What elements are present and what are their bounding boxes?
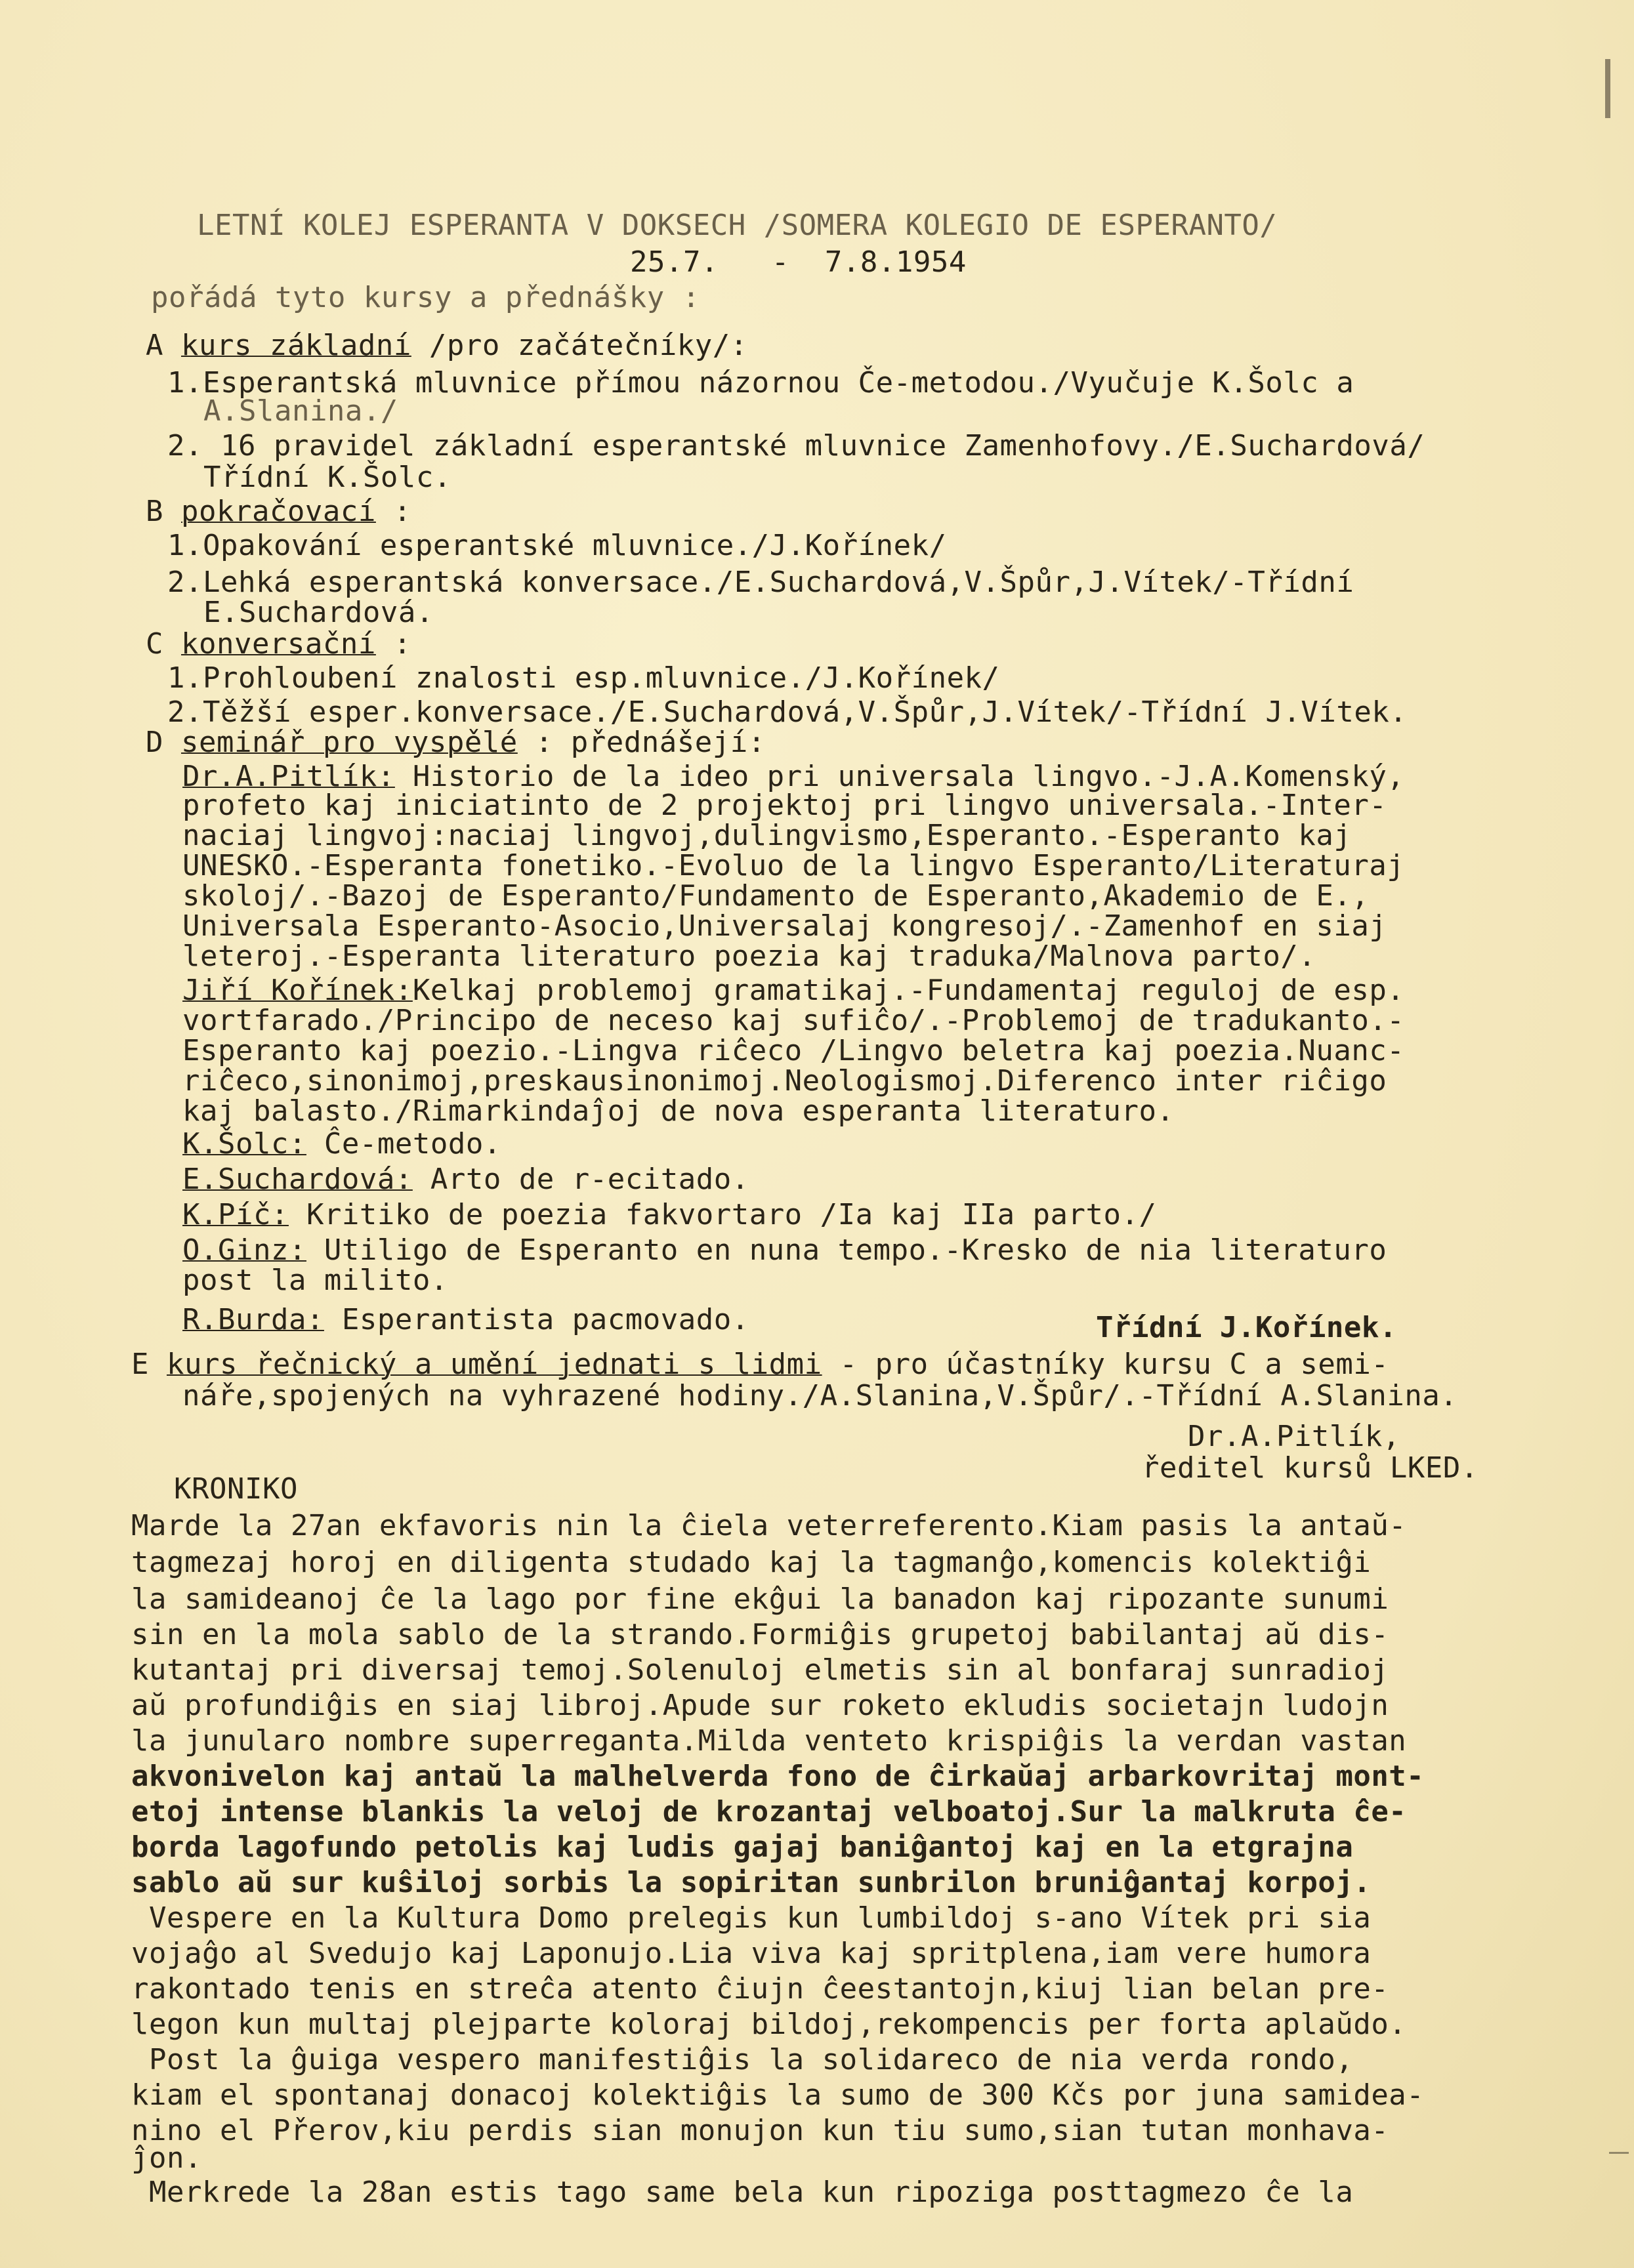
course-a-class-teacher: Třídní K.Šolc.	[203, 461, 451, 494]
course-a-item-2: 2. 16 pravidel základní esperantské mluvnice Zamenhofovy./E.Suchardová/	[167, 429, 1425, 463]
course-a-item-1: 1.Esperantská mluvnice přímou názornou Če-metodou./Vyučuje K.Šolc a	[167, 366, 1354, 400]
lecturer-pitlik-line-7: leteroj.-Esperanta literaturo poezia kaj traduka/Malnova parto/.	[182, 939, 1316, 973]
course-c-title: konversační	[180, 627, 376, 661]
kroniko-line: la junularo nombre superreganta.Milda venteto krispiĝis la verdan vastan	[131, 1724, 1407, 1758]
course-a-item-1-cont: A.Slanina./	[203, 394, 398, 428]
lecturer-korinek-line-1: Jiří Kořínek:Kelkaj problemoj gramatikaj.-Fundamentaj reguloj de esp.	[182, 974, 1405, 1007]
lecturer-ginz-line-2: post la milito.	[182, 1264, 448, 1297]
lecturer-ginz-line-1: O.Ginz: Utiligo de Esperanto en nuna tempo.-Kresko de nia literaturo	[182, 1233, 1387, 1267]
header-intro: pořádá tyto kursy a přednášky :	[151, 281, 700, 314]
course-d-heading: D seminář pro vyspělé : přednášejí:	[146, 726, 766, 759]
kroniko-line: kutantaj pri diversaj temoj.Solenuloj elmetis sin al bonfaraj sunradioj	[131, 1653, 1389, 1687]
signature-role: ředitel kursů LKED.	[1142, 1451, 1478, 1485]
kroniko-line: Merkrede la 28an estis tago same bela kun ripoziga posttagmezo ĉe la	[131, 2175, 1354, 2209]
signature-name: Dr.A.Pitlík,	[1188, 1420, 1400, 1453]
lecturer-pitlik-line-5: skoloj/.-Bazoj de Esperanto/Fundamento de Esperanto,Akademio de E.,	[182, 879, 1370, 913]
lecturer-pitlik-line-3: naciaj lingvoj:naciaj lingvoj,dulingvismo,Esperanto.-Esperanto kaj	[182, 819, 1352, 852]
kroniko-line: sin en la mola sablo de la strando.Formiĝis grupetoj babilantaj aŭ dis-	[131, 1618, 1389, 1651]
course-b-item-2: 2.Lehká esperantská konversace./E.Suchardová,V.Špůr,J.Vítek/-Třídní	[167, 566, 1354, 599]
course-d-class-teacher: Třídní J.Kořínek.	[1096, 1311, 1397, 1344]
course-e-heading: E kurs řečnický a umění jednati s lidmi - pro účastníky kursu C a semi-	[131, 1348, 1389, 1381]
lecturer-korinek-line-2: vortfarado./Principo de neceso kaj sufiĉo/.-Problemoj de tradukanto.-	[182, 1004, 1405, 1037]
course-c-heading: C konversační :	[146, 627, 411, 661]
lecturer-korinek-name: Jiří Kořínek:	[182, 974, 413, 1007]
course-b-heading: B pokračovací :	[146, 495, 411, 528]
lecturer-pitlik-name: Dr.A.Pitlík:	[182, 760, 395, 793]
kroniko-line: la samideanoj ĉe la lago por fine ekĝui la banadon kaj ripozante sunumi	[131, 1582, 1389, 1616]
kroniko-line: etoj intense blankis la veloj de krozantaj velboatoj.Sur la malkruta ĉe-	[131, 1795, 1407, 1828]
lecturer-solc-name: K.Šolc:	[182, 1127, 306, 1161]
kroniko-line: Post la ĝuiga vespero manifestiĝis la solidareco de nia verda rondo,	[131, 2043, 1354, 2076]
kroniko-line: akvonivelon kaj antaŭ la malhelverda fono de ĉirkaŭaj arbarkovritaj mont-	[131, 1760, 1425, 1793]
course-b-item-1: 1.Opakování esperantské mluvnice./J.Kořínek/	[167, 529, 947, 562]
kroniko-line: nino el Přerov,kiu perdis sian monujon kun tiu sumo,sian tutan monhava-	[131, 2114, 1389, 2147]
lecturer-pitlik-line-2: profeto kaj iniciatinto de 2 projektoj pri lingvo universala.-Inter-	[182, 789, 1387, 822]
lecturer-pitlik-line-6: Universala Esperanto-Asocio,Universalaj kongresoj/.-Zamenhof en siaj	[182, 909, 1387, 943]
kroniko-line: vojaĝo al Svedujo kaj Laponujo.Lia viva kaj spritplena,iam vere humora	[131, 1937, 1372, 1970]
kroniko-line: legon kun multaj plejparte koloraj bildoj,rekompencis per forta aplaŭdo.	[131, 2008, 1407, 2041]
lecturer-pitlik-line-4: UNESKO.-Esperanta fonetiko.-Evoluo de la lingvo Esperanto/Literaturaj	[182, 849, 1405, 882]
course-c-item-2: 2.Těžší esper.konversace./E.Suchardová,V.Špůr,J.Vítek/-Třídní J.Vítek.	[167, 695, 1408, 729]
kroniko-line: tagmezaj horoj en diligenta studado kaj la tagmanĝo,komencis kolektiĝi	[131, 1546, 1372, 1579]
lecturer-pitlik-line-1: Dr.A.Pitlík: Historio de la ideo pri universala lingvo.-J.A.Komenský,	[182, 760, 1405, 793]
kroniko-line: rakontado tenis en streĉa atento ĉiujn ĉeestantojn,kiuj lian belan pre-	[131, 1972, 1389, 2006]
kroniko-line: sablo aŭ sur kuŝiloj sorbis la sopiritan sunbrilon bruniĝantaj korpoj.	[131, 1866, 1372, 1899]
lecturer-burda-line: R.Burda: Esperantista pacmovado.	[182, 1303, 749, 1336]
course-a-title: kurs základní	[180, 329, 411, 362]
lecturer-korinek-line-4: riĉeco,sinonimoj,preskausinonimoj.Neologismoj.Diferenco inter riĉigo	[182, 1064, 1387, 1098]
lecturer-pic-name: K.Píč:	[182, 1198, 289, 1231]
fold-mark	[1609, 2152, 1629, 2154]
header-title: LETNÍ KOLEJ ESPERANTA V DOKSECH /SOMERA KOLEGIO DE ESPERANTO/	[197, 209, 1278, 242]
course-e-title: kurs řečnický a umění jednati s lidmi	[166, 1348, 822, 1381]
kroniko-line: ĵon.	[131, 2141, 202, 2175]
lecturer-burda-name: R.Burda:	[182, 1303, 324, 1336]
staple-mark	[1605, 59, 1610, 118]
lecturer-suchardova-name: E.Suchardová:	[182, 1163, 413, 1196]
lecturer-pic-line: K.Píč: Kritiko de poezia fakvortaro /Ia kaj IIa parto./	[182, 1198, 1157, 1231]
course-c-item-1: 1.Prohloubení znalosti esp.mluvnice./J.Kořínek/	[167, 661, 1000, 695]
course-a-heading: A kurs základní /pro začátečníky/:	[146, 329, 748, 362]
kroniko-line: Marde la 27an ekfavoris nin la ĉiela veterreferento.Kiam pasis la antaŭ-	[131, 1509, 1407, 1542]
kroniko-line: borda lagofundo petolis kaj ludis gajaj baniĝantoj kaj en la etgrajna	[131, 1830, 1354, 1864]
lecturer-solc-line: K.Šolc: Ĉe-metodo.	[182, 1127, 501, 1161]
lecturer-korinek-line-5: kaj balasto./Rimarkindaĵoj de nova esperanta literaturo.	[182, 1094, 1175, 1128]
course-b-class-teacher: E.Suchardová.	[203, 596, 434, 629]
course-d-title: seminář pro vyspělé	[180, 726, 518, 759]
kroniko-line: Vespere en la Kultura Domo prelegis kun lumbildoj s-ano Vítek pri sia	[131, 1901, 1372, 1935]
kroniko-line: kiam el spontanaj donacoj kolektiĝis la sumo de 300 Kčs por juna samidea-	[131, 2078, 1425, 2112]
course-e-line-2: náře,spojených na vyhrazené hodiny./A.Slanina,V.Špůr/.-Třídní A.Slanina.	[182, 1379, 1458, 1412]
kroniko-line: aŭ profundiĝis en siaj libroj.Apude sur roketo ekludis societajn ludojn	[131, 1689, 1389, 1722]
lecturer-suchardova-line: E.Suchardová: Arto de r-ecitado.	[182, 1163, 749, 1196]
header-dates: 25.7. - 7.8.1954	[630, 245, 967, 279]
kroniko-title: KRONIKO	[174, 1472, 298, 1506]
course-b-title: pokračovací	[180, 495, 376, 528]
lecturer-ginz-name: O.Ginz:	[182, 1233, 306, 1267]
lecturer-korinek-line-3: Esperanto kaj poezio.-Lingva riĉeco /Lingvo beletra kaj poezia.Nuanc-	[182, 1034, 1405, 1067]
